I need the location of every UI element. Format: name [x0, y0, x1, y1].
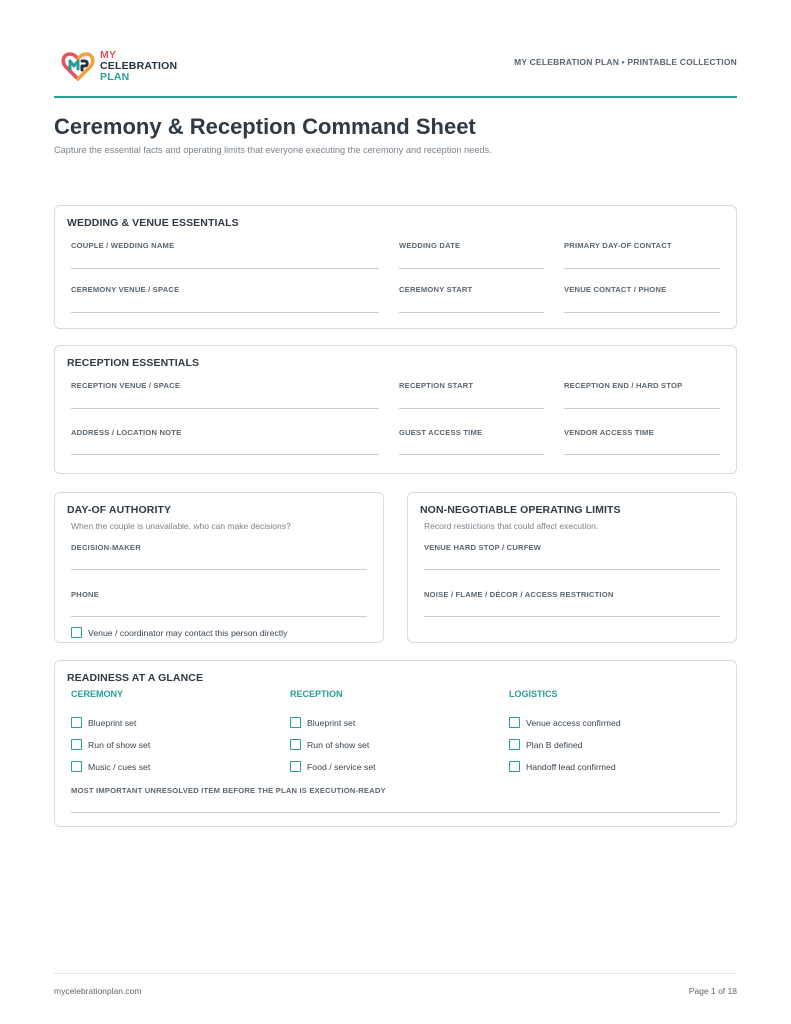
entry-line — [424, 569, 720, 570]
section-heading: DAY-OF AUTHORITY — [67, 504, 172, 516]
checklist-item[interactable] — [71, 761, 150, 772]
entry-line — [399, 454, 544, 455]
checkbox-label: Venue / coordinator may contact this person directly — [88, 627, 288, 638]
entry-line — [399, 312, 544, 313]
checklist-item[interactable] — [290, 739, 369, 750]
column-heading-reception: RECEPTION — [290, 689, 343, 699]
brand-logo — [60, 48, 177, 84]
venue-contact-field[interactable] — [564, 285, 720, 313]
checklist-label: Blueprint set — [88, 717, 137, 728]
field-label: RECEPTION END / HARD STOP — [564, 381, 683, 390]
entry-line — [424, 616, 720, 617]
checkbox-square[interactable] — [509, 717, 520, 728]
ceremony-start-field[interactable] — [399, 285, 544, 313]
column-heading-logistics: LOGISTICS — [509, 689, 558, 699]
checklist-item[interactable] — [509, 761, 616, 772]
section-heading: READINESS AT A GLANCE — [67, 672, 204, 684]
page-indicator: Page 1 of 18 — [688, 986, 737, 996]
checkbox-square[interactable] — [71, 761, 82, 772]
wedding-date-field[interactable] — [399, 241, 544, 269]
restriction-field[interactable] — [424, 590, 720, 618]
checkbox-square[interactable] — [71, 739, 82, 750]
field-label: ADDRESS / LOCATION NOTE — [71, 428, 182, 437]
unresolved-item-field[interactable] — [71, 786, 720, 814]
checklist-item[interactable] — [509, 717, 621, 728]
checkbox-square[interactable] — [509, 739, 520, 750]
checkbox-square[interactable] — [509, 761, 520, 772]
checklist-item[interactable] — [290, 717, 355, 728]
field-label: GUEST ACCESS TIME — [399, 428, 483, 437]
entry-line — [564, 312, 720, 313]
checklist-label: Venue access confirmed — [526, 717, 621, 728]
field-label: PHONE — [71, 590, 100, 599]
field-label: RECEPTION VENUE / SPACE — [71, 381, 181, 390]
wedding-venue-card — [54, 205, 737, 329]
page-footer — [54, 973, 737, 996]
column-heading-ceremony: CEREMONY — [71, 689, 124, 699]
entry-line — [564, 454, 720, 455]
reception-end-field[interactable] — [564, 381, 720, 409]
reception-card — [54, 345, 737, 474]
limits-card — [407, 492, 737, 643]
section-heading: WEDDING & VENUE ESSENTIALS — [67, 217, 239, 229]
page-header — [54, 46, 737, 98]
checkbox-square[interactable] — [290, 761, 301, 772]
entry-line — [71, 616, 367, 617]
footer-site: mycelebrationplan.com — [54, 986, 142, 996]
checklist-label: Food / service set — [307, 761, 376, 772]
guest-access-field[interactable] — [399, 428, 544, 456]
checkbox-square[interactable] — [71, 627, 82, 638]
checklist-item[interactable] — [509, 739, 583, 750]
ceremony-venue-field[interactable] — [71, 285, 379, 313]
checklist-label: Run of show set — [307, 739, 370, 750]
hard-stop-field[interactable] — [424, 543, 720, 571]
field-label: CEREMONY VENUE / SPACE — [71, 285, 180, 294]
primary-contact-field[interactable] — [564, 241, 720, 269]
entry-line — [564, 268, 720, 269]
checklist-item[interactable] — [290, 761, 376, 772]
field-label: VENUE HARD STOP / CURFEW — [424, 543, 542, 552]
page-title: Ceremony & Reception Command Sheet — [54, 114, 476, 139]
decision-maker-field[interactable] — [71, 543, 367, 571]
vendor-access-field[interactable] — [564, 428, 720, 456]
field-label: PRIMARY DAY-OF CONTACT — [564, 241, 672, 250]
field-label: MOST IMPORTANT UNRESOLVED ITEM BEFORE THE PLAN IS EXECUTION-READY — [71, 786, 386, 795]
logo-text-celebration: CELEBRATION — [100, 59, 178, 72]
section-description: Record restrictions that could affect execution. — [424, 521, 599, 531]
field-label: WEDDING DATE — [399, 241, 461, 250]
entry-line — [564, 408, 720, 409]
couple-name-field[interactable] — [71, 241, 379, 269]
field-label: DECISION-MAKER — [71, 543, 141, 552]
checklist-label: Blueprint set — [307, 717, 356, 728]
direct-contact-checkbox[interactable] — [71, 627, 287, 638]
checkbox-square[interactable] — [71, 717, 82, 728]
checklist-label: Run of show set — [88, 739, 151, 750]
field-label: NOISE / FLAME / DÉCOR / ACCESS RESTRICTION — [424, 590, 614, 599]
decision-maker-phone-field[interactable] — [71, 590, 367, 618]
field-label: CEREMONY START — [399, 285, 473, 294]
logo-text-my: MY — [100, 48, 117, 61]
logo-heart-icon — [60, 48, 96, 84]
entry-line — [71, 408, 379, 409]
field-label: VENDOR ACCESS TIME — [564, 428, 654, 437]
section-heading: NON-NEGOTIABLE OPERATING LIMITS — [420, 504, 621, 516]
collection-label: MY CELEBRATION PLAN • PRINTABLE COLLECTION — [514, 57, 737, 67]
section-heading: RECEPTION ESSENTIALS — [67, 357, 200, 369]
checklist-item[interactable] — [71, 717, 136, 728]
checklist-label: Handoff lead confirmed — [526, 761, 616, 772]
entry-line — [399, 268, 544, 269]
entry-line — [71, 268, 379, 269]
authority-card — [54, 492, 384, 643]
address-field[interactable] — [71, 428, 379, 456]
entry-line — [399, 408, 544, 409]
checklist-item[interactable] — [71, 739, 150, 750]
checklist-label: Plan B defined — [526, 739, 583, 750]
entry-line — [71, 569, 367, 570]
checkbox-square[interactable] — [290, 717, 301, 728]
entry-line — [71, 312, 379, 313]
field-label: COUPLE / WEDDING NAME — [71, 241, 175, 250]
logo-text-plan: PLAN — [100, 70, 130, 83]
entry-line — [71, 454, 379, 455]
page-subtitle: Capture the essential facts and operating limits that everyone executing the ceremony and reception needs. — [54, 145, 492, 155]
readiness-card — [54, 660, 737, 827]
field-label: RECEPTION START — [399, 381, 474, 390]
field-label: VENUE CONTACT / PHONE — [564, 285, 667, 294]
reception-venue-field[interactable] — [71, 381, 379, 409]
reception-start-field[interactable] — [399, 381, 544, 409]
checkbox-square[interactable] — [290, 739, 301, 750]
checklist-label: Music / cues set — [88, 761, 151, 772]
entry-line — [71, 812, 720, 813]
section-description: When the couple is unavailable, who can make decisions? — [71, 521, 291, 531]
